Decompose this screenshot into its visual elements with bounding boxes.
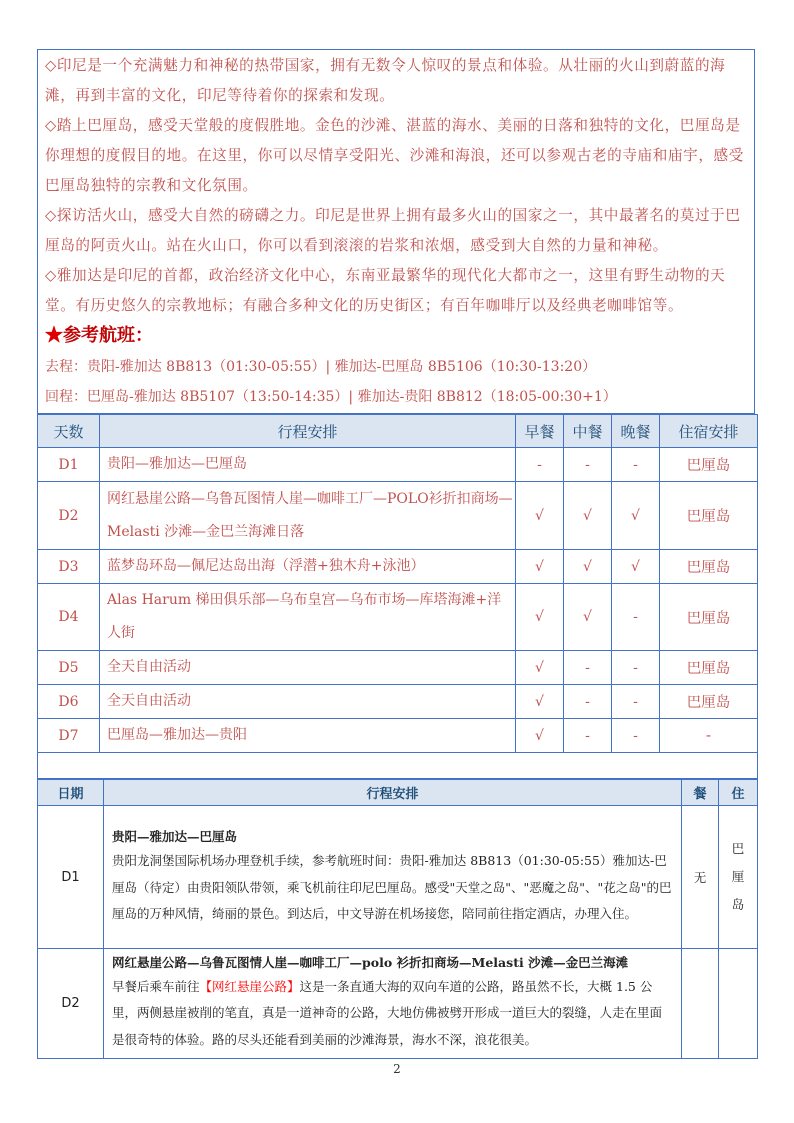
row-day: D1	[38, 448, 100, 482]
row-hotel: 巴厘岛	[660, 584, 758, 651]
header-date: 日期	[38, 780, 104, 806]
detail-text-post: 这是一条直通大海的双向车道的公路，路虽然不长，大概 1.5 公里，两侧悬崖被削的笔直，真是一道神奇的公路，大地仿佛被劈开形成一道巨大的裂缝，人走在里面是很奇特的体验。路的尽头还能看到美丽的沙滩海景，海水不深，浪花很美。	[112, 978, 663, 1047]
row-breakfast: √	[516, 584, 564, 651]
row-dinner: -	[612, 448, 660, 482]
detail-body	[104, 806, 682, 949]
header-hotel: 住宿安排	[660, 415, 758, 448]
row-plan: 全天自由活动	[100, 685, 516, 719]
row-breakfast: -	[516, 448, 564, 482]
itinerary-detail-table	[37, 779, 758, 1059]
detail-row-d1	[38, 806, 758, 949]
header-plan: 行程安排	[104, 780, 682, 806]
row-lunch: -	[564, 448, 612, 482]
row-hotel: 巴厘岛	[660, 482, 758, 550]
row-lunch: -	[564, 719, 612, 753]
row-dinner: -	[612, 685, 660, 719]
flight-title	[45, 321, 747, 351]
spacer-row	[38, 753, 758, 779]
row-dinner: -	[612, 651, 660, 685]
header-stay: 住	[719, 780, 758, 806]
flight-title-text: 参考航班：	[63, 325, 153, 346]
detail-day: D1	[38, 806, 104, 949]
header-lunch: 中餐	[564, 415, 612, 448]
table-row	[38, 550, 758, 584]
detail-title: 网红悬崖公路—乌鲁瓦图情人崖—咖啡工厂—polo 衫折扣商场—Melasti 沙滩—金巴兰海滩	[112, 954, 629, 970]
detail-text: 贵阳龙洞堡国际机场办理登机手续，参考航班时间：贵阳-雅加达 8B813（01:30-05:55）雅加达-巴厘岛（待定）由贵阳领队带领，乘飞机前往印尼巴厘岛。感受"天堂之岛"、"恶魔之岛"、"花之岛"的巴厘岛的万种风情，绮丽的景色。到达后，中文导游在机场接您，陪同前往指定酒店，办理入住。	[112, 853, 672, 922]
detail-meal	[682, 949, 719, 1059]
detail-body	[104, 949, 682, 1059]
flight-return: 回程：巴厘岛-雅加达 8B5107（13:50-14:35）| 雅加达-贵阳 8B812（18:05-00:30+1）	[45, 389, 617, 405]
row-plan: 贵阳—雅加达—巴厘岛	[100, 448, 516, 482]
row-dinner: √	[612, 482, 660, 550]
row-breakfast: √	[516, 719, 564, 753]
row-hotel: 巴厘岛	[660, 651, 758, 685]
intro-paragraph-4: ◇雅加达是印尼的首都，政治经济文化中心，东南亚最繁华的现代化大都市之一，这里有野生动物的天堂。有历史悠久的宗教地标；有融合多种文化的历史街区；有百年咖啡厅以及经典老咖啡馆等。	[45, 267, 726, 314]
itinerary-summary-table	[37, 414, 758, 779]
row-hotel: 巴厘岛	[660, 550, 758, 584]
row-plan: 全天自由活动	[100, 651, 516, 685]
intro-section	[37, 49, 755, 321]
row-day: D7	[38, 719, 100, 753]
table-row	[38, 584, 758, 651]
summary-header-row	[38, 415, 758, 448]
detail-row-d2	[38, 949, 758, 1059]
row-breakfast: √	[516, 651, 564, 685]
row-hotel: 巴厘岛	[660, 685, 758, 719]
header-dinner: 晚餐	[612, 415, 660, 448]
detail-stay	[719, 949, 758, 1059]
row-hotel: 巴厘岛	[660, 448, 758, 482]
page-number: 2	[393, 1062, 401, 1076]
table-row	[38, 685, 758, 719]
row-breakfast: √	[516, 685, 564, 719]
intro-paragraph-3: ◇探访活火山，感受大自然的磅礴之力。印尼是世界上拥有最多火山的国家之一，其中最著名的莫过于巴厘岛的阿贡火山。站在火山口，你可以看到滚滚的岩浆和浓烟，感受到大自然的力量和神秘。	[45, 207, 741, 254]
row-lunch: √	[564, 482, 612, 550]
detail-header-row	[38, 780, 758, 806]
row-day: D3	[38, 550, 100, 584]
header-breakfast: 早餐	[516, 415, 564, 448]
detail-day: D2	[38, 949, 104, 1059]
row-day: D5	[38, 651, 100, 685]
row-plan: 蓝梦岛环岛—佩尼达岛出海（浮潜+独木舟+泳池）	[100, 550, 516, 584]
detail-meal: 无	[682, 806, 719, 949]
table-row	[38, 448, 758, 482]
row-breakfast: √	[516, 550, 564, 584]
detail-text-pre: 早餐后乘车前往	[112, 978, 200, 994]
header-plan: 行程安排	[100, 415, 516, 448]
intro-paragraph-2: ◇踏上巴厘岛，感受天堂般的度假胜地。金色的沙滩、湛蓝的海水、美丽的日落和独特的文化，巴厘岛是你理想的度假目的地。在这里，你可以尽情享受阳光、沙滩和海浪，还可以参观古老的寺庙和庙宇，感受巴厘岛独特的宗教和文化氛围。	[45, 117, 744, 194]
page-frame	[37, 49, 755, 1059]
table-row	[38, 651, 758, 685]
flight-outbound: 去程：贵阳-雅加达 8B813（01:30-05:55）| 雅加达-巴厘岛 8B5106（10:30-13:20）	[45, 359, 597, 375]
row-plan: 网红悬崖公路—乌鲁瓦图情人崖—咖啡工厂—POLO衫折扣商场—Melasti 沙滩—金巴兰海滩日落	[100, 482, 516, 550]
row-breakfast: √	[516, 482, 564, 550]
detail-highlight: 【网红悬崖公路】	[199, 978, 300, 994]
table-row	[38, 719, 758, 753]
detail-text	[112, 974, 674, 1054]
row-lunch: -	[564, 651, 612, 685]
detail-stay-text: 巴 厘 岛	[731, 841, 745, 912]
row-day: D2	[38, 482, 100, 550]
detail-title: 贵阳—雅加达—巴厘岛	[112, 829, 238, 845]
row-dinner: √	[612, 550, 660, 584]
row-dinner: -	[612, 584, 660, 651]
detail-stay	[719, 806, 758, 949]
star-icon: ★	[45, 325, 63, 346]
row-lunch: √	[564, 550, 612, 584]
row-day: D4	[38, 584, 100, 651]
table-row	[38, 482, 758, 550]
row-day: D6	[38, 685, 100, 719]
row-hotel: -	[660, 719, 758, 753]
intro-paragraph-1: ◇印尼是一个充满魅力和神秘的热带国家，拥有无数令人惊叹的景点和体验。从壮丽的火山到蔚蓝的海滩，再到丰富的文化，印尼等待着你的探索和发现。	[45, 57, 726, 104]
row-lunch: √	[564, 584, 612, 651]
row-plan: 巴厘岛—雅加达—贵阳	[100, 719, 516, 753]
flight-section	[37, 321, 755, 414]
row-plan: Alas Harum 梯田俱乐部—乌布皇宫—乌布市场—库塔海滩+洋人街	[100, 584, 516, 651]
header-meal: 餐	[682, 780, 719, 806]
row-lunch: -	[564, 685, 612, 719]
row-dinner: -	[612, 719, 660, 753]
spacer-cell	[38, 753, 758, 779]
header-day: 天数	[38, 415, 100, 448]
